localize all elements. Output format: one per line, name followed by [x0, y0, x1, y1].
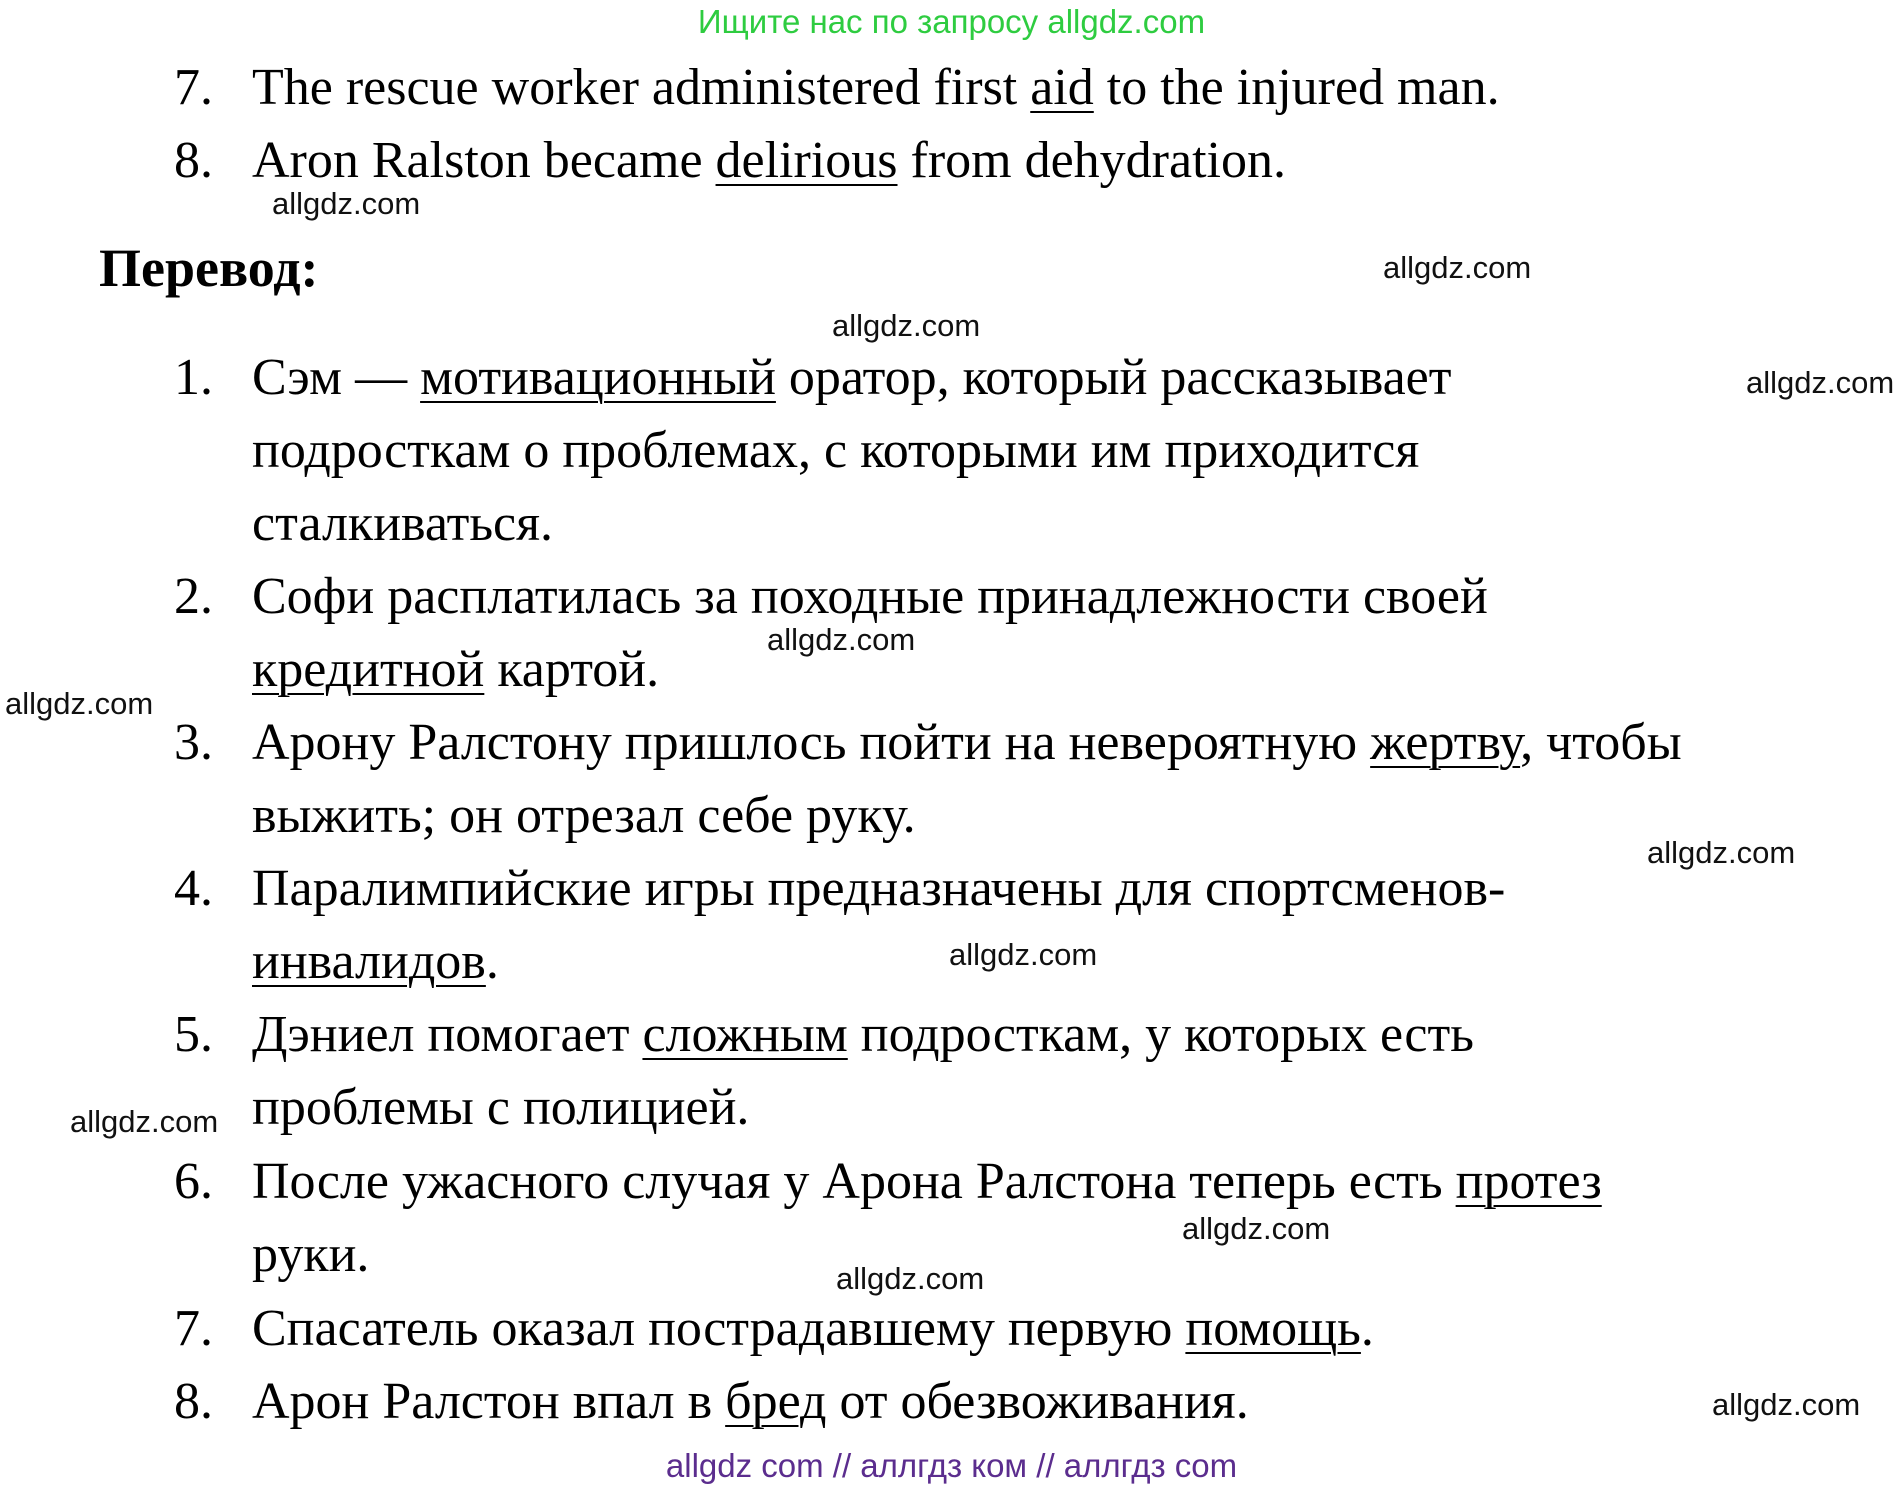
watermark: allgdz.com [1647, 835, 1796, 870]
item-text: Арону Ралстону пришлось пойти на невероятную жертву, чтобы выжить; он отрезал себе руку. [252, 714, 1682, 844]
item-number: 7. [174, 59, 213, 116]
underlined-word: сложным [642, 1006, 848, 1063]
underlined-word: бред [725, 1373, 827, 1430]
item-number: 8. [174, 1373, 213, 1430]
watermark: allgdz.com [272, 186, 421, 221]
underlined-word: мотивационный [420, 349, 776, 406]
bottom-banner: allgdz com // аллгдз ком // аллгдз com [665, 1447, 1238, 1484]
underlined-word: жертву [1370, 714, 1521, 771]
top-banner: Ищите нас по запросу allgdz.com [697, 3, 1206, 40]
item-text: Спасатель оказал пострадавшему первую помощь. [252, 1300, 1374, 1357]
watermark: allgdz.com [1182, 1211, 1331, 1246]
item-number: 2. [174, 568, 213, 625]
underlined-word: aid [1030, 59, 1094, 116]
item-text: Сэм — мотивационный оратор, который рассказывает подросткам о проблемах, с которыми им приходится сталкиваться. [252, 349, 1452, 552]
item-text: Софи расплатилась за походные принадлежности своей кредитной картой. [252, 568, 1488, 698]
item-number: 8. [174, 132, 213, 189]
watermark: allgdz.com [836, 1261, 985, 1296]
item-text: Aron Ralston became delirious from dehydration. [252, 132, 1286, 189]
underlined-word: инвалидов [252, 933, 486, 990]
watermark: allgdz.com [5, 686, 154, 721]
item-text: Дэниел помогает сложным подросткам, у которых есть проблемы с полицией. [252, 1006, 1474, 1136]
underlined-word: протез [1455, 1153, 1602, 1210]
item-text: После ужасного случая у Арона Ралстона теперь есть протез руки. [252, 1153, 1602, 1283]
item-text: The rescue worker administered first aid to the injured man. [252, 59, 1500, 116]
watermark: allgdz.com [70, 1104, 219, 1139]
watermark: allgdz.com [1746, 365, 1895, 400]
item-number: 5. [174, 1006, 213, 1063]
watermark: allgdz.com [1383, 250, 1532, 285]
underlined-word: помощь [1185, 1300, 1361, 1357]
item-number: 6. [174, 1153, 213, 1210]
watermark: allgdz.com [767, 622, 916, 657]
watermark: allgdz.com [949, 937, 1098, 972]
item-text: Паралимпийские игры предназначены для спортсменов- инвалидов. [252, 860, 1506, 990]
item-number: 3. [174, 714, 213, 771]
item-text: Арон Ралстон впал в бред от обезвоживания. [252, 1373, 1249, 1430]
item-number: 1. [174, 349, 213, 406]
item-number: 4. [174, 860, 213, 917]
watermark: allgdz.com [1712, 1387, 1861, 1422]
item-number: 7. [174, 1300, 213, 1357]
section-title: Перевод: [99, 238, 319, 298]
underlined-word: кредитной [252, 641, 485, 698]
underlined-word: delirious [715, 132, 898, 189]
watermark: allgdz.com [832, 308, 981, 343]
